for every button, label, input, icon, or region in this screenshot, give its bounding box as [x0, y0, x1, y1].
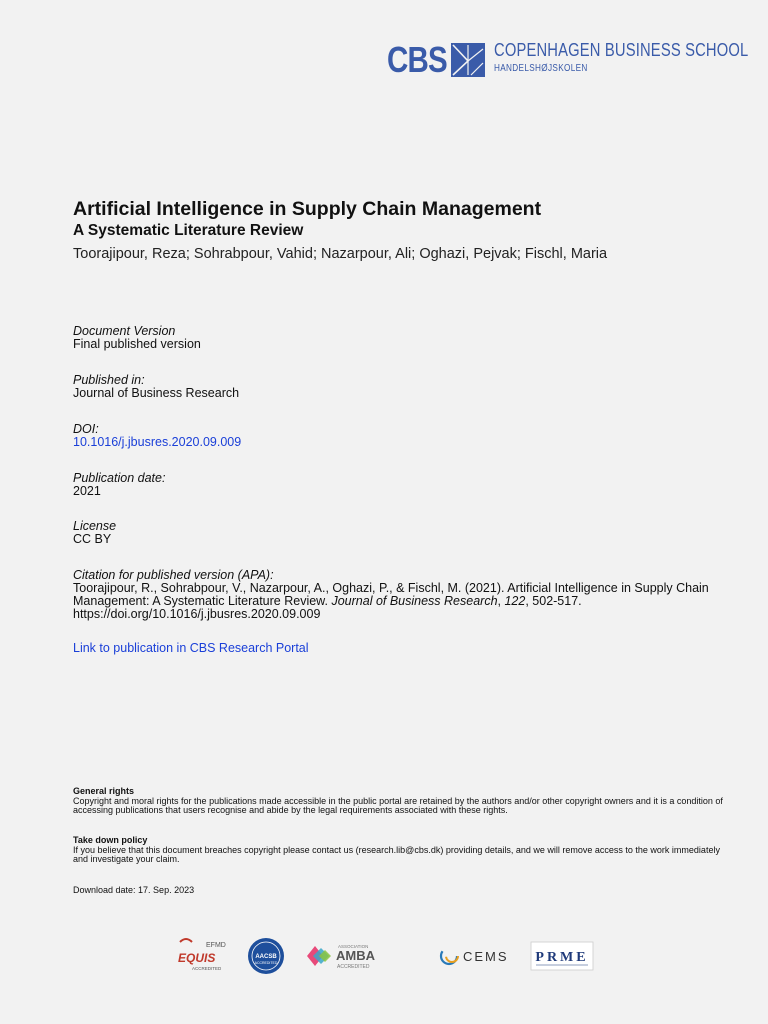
- publication-date-value: 2021: [73, 484, 101, 498]
- equis-top-text: EFMD: [206, 942, 226, 949]
- doi-label: DOI:: [73, 422, 99, 436]
- aacsb-logo: [246, 934, 286, 978]
- license-block: [73, 520, 116, 546]
- cems-logo: [437, 934, 517, 978]
- published-in-value: Journal of Business Research: [73, 386, 240, 400]
- download-date: Download date: 17. Sep. 2023: [73, 885, 195, 895]
- document-version-block: [73, 325, 201, 351]
- equis-sub-text: ACCREDITED: [192, 966, 222, 971]
- document-version-value: Final published version: [73, 337, 201, 351]
- takedown-policy-heading: Take down policy: [73, 835, 148, 845]
- prme-text: PRME: [535, 950, 589, 965]
- prme-logo: [530, 934, 594, 978]
- amba-logo: [305, 934, 383, 978]
- citation-volume: 122: [504, 594, 526, 608]
- general-rights-text: Copyright and moral rights for the publications made accessible in the public portal are retained by the authors and/or other copyright owners and it is a condition of accessing publications that users recognise and abide by the legal requirements associated with these rights.: [73, 795, 723, 815]
- citation-block: [73, 569, 723, 621]
- logo-abbreviation: CBS: [387, 39, 447, 80]
- publication-subtitle: A Systematic Literature Review: [73, 222, 304, 239]
- takedown-policy-text: If you believe that this document breaches copyright please contact us (research.lib@cbs.dk) providing details, and we will remove access to the work immediately and investigate your claim.: [73, 844, 720, 864]
- citation-sep: ,: [497, 594, 505, 608]
- amba-text: AMBA: [336, 948, 375, 963]
- logo-school-subname: HANDELSHØJSKOLEN: [494, 63, 588, 74]
- doi-block: [73, 423, 241, 449]
- citation-text-part2: , 502-517.: [525, 594, 582, 608]
- citation-url: https://doi.org/10.1016/j.jbusres.2020.09.009: [73, 607, 321, 621]
- aacsb-text: AACSB: [255, 954, 277, 960]
- takedown-policy-block: [73, 836, 723, 865]
- document-version-label: Document Version: [73, 324, 176, 338]
- license-label: License: [73, 519, 117, 533]
- doi-link[interactable]: 10.1016/j.jbusres.2020.09.009: [73, 435, 242, 449]
- general-rights-block: [73, 787, 723, 816]
- cems-text: CEMS: [463, 949, 509, 964]
- cbs-logo: [387, 39, 749, 80]
- license-value: CC BY: [73, 532, 112, 546]
- publication-title: Artificial Intelligence in Supply Chain Management: [73, 198, 542, 220]
- amba-top-text: ASSOCIATION: [338, 944, 369, 949]
- published-in-block: [73, 374, 239, 400]
- equis-text: EQUIS: [178, 951, 216, 965]
- aacsb-sub-text: ACCREDITED: [254, 961, 278, 965]
- amba-sub-text: ACCREDITED: [337, 964, 370, 970]
- citation-journal: Journal of Business Research: [331, 594, 498, 608]
- publication-date-block: [73, 472, 165, 498]
- general-rights-heading: General rights: [73, 786, 135, 796]
- publication-authors: Toorajipour, Reza; Sohrabpour, Vahid; Nazarpour, Ali; Oghazi, Pejvak; Fischl, Maria: [73, 246, 608, 262]
- published-in-label: Published in:: [73, 373, 145, 387]
- cbs-mark-icon: [451, 43, 485, 77]
- logo-school-name: COPENHAGEN BUSINESS SCHOOL: [494, 40, 749, 60]
- citation-text-part1: Toorajipour, R., Sohrabpour, V., Nazarpour, A., Oghazi, P., & Fischl, M. (2021). Artificial Intelligence in Supply Chain Management: A Systematic Literature Review.: [73, 581, 709, 608]
- publication-date-label: Publication date:: [73, 471, 166, 485]
- equis-logo: [176, 934, 230, 978]
- research-portal-link[interactable]: Link to publication in CBS Research Portal: [73, 641, 309, 655]
- citation-label: Citation for published version (APA):: [73, 568, 274, 582]
